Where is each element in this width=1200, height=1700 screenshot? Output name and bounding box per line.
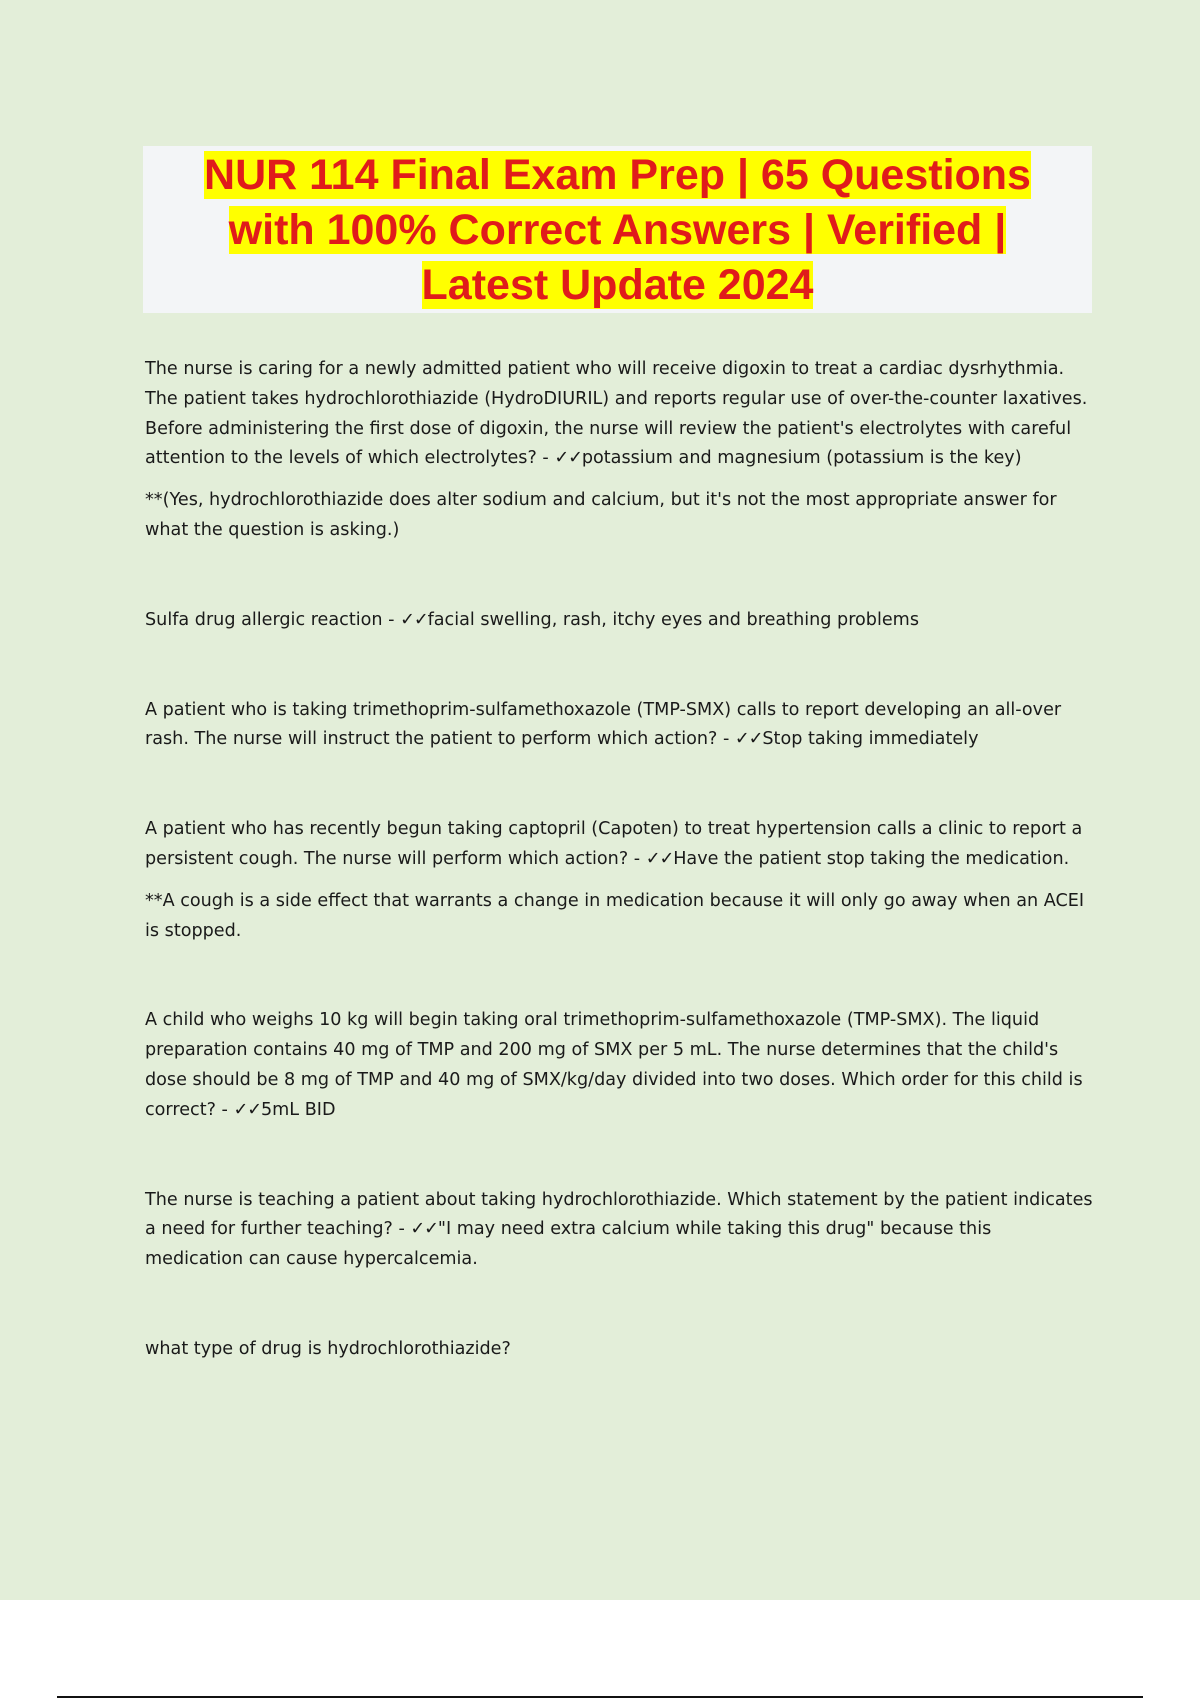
- double-check-icon: ✓✓: [554, 448, 582, 469]
- answer: Have the patient stop taking the medication.: [673, 848, 1070, 869]
- footer-divider: [57, 1696, 1143, 1698]
- qa-item: [145, 815, 1095, 946]
- document-title: [143, 146, 1092, 313]
- question-text: [145, 1335, 1095, 1365]
- answer-note: **(Yes, hydrochlorothiazide does alter sodium and calcium, but it's not the most appropriate answer for what the question is asking.): [145, 490, 1057, 540]
- question-text: [145, 696, 1095, 756]
- title-line-1: NUR 114 Final Exam Prep | 65 Questions: [204, 151, 1031, 199]
- question-text: [145, 815, 1095, 875]
- question: Sulfa drug allergic reaction -: [145, 609, 401, 630]
- qa-item: [145, 1335, 1095, 1365]
- double-check-icon: ✓✓: [233, 1099, 261, 1120]
- document-body: [145, 355, 1095, 1425]
- title-line-3: Latest Update 2024: [421, 261, 814, 309]
- question: A patient who has recently begun taking captopril (Capoten) to treat hypertension calls a clinic to report a persistent cough. The nurse will perform which action? -: [145, 819, 1083, 869]
- double-check-icon: ✓✓: [410, 1219, 438, 1240]
- double-check-icon: ✓✓: [645, 848, 674, 869]
- qa-item: [145, 1186, 1095, 1275]
- answer: potassium and magnesium (potassium is the key): [581, 448, 1022, 469]
- question-text: [145, 1186, 1095, 1275]
- answer-note: **A cough is a side effect that warrants a change in medication because it will only go away when an ACEI is stopped.: [145, 890, 1085, 941]
- question: what type of drug is hydrochlorothiazide?: [145, 1338, 511, 1359]
- question: The nurse is caring for a newly admitted patient who will receive digoxin to treat a cardiac dysrhythmia. The patient takes hydrochlorothiazide (HydroDIURIL) and reports regular use of over-the-counter laxatives. Before administering the first dose of digoxin, the nurse will review the patient's electrolytes with careful attention to the levels of which electrolytes? -: [145, 359, 1088, 469]
- qa-item: [145, 696, 1095, 756]
- question-text: [145, 1006, 1095, 1125]
- answer: "I may need extra calcium while taking this drug" because this medication can cause hypercalcemia.: [145, 1219, 992, 1270]
- question: A patient who is taking trimethoprim-sulfamethoxazole (TMP-SMX) calls to report developing an all-over rash. The nurse will instruct the patient to perform which action? -: [145, 699, 1062, 750]
- title-line-2: with 100% Correct Answers | Verified |: [228, 206, 1007, 254]
- question-text: [145, 606, 1095, 636]
- double-check-icon: ✓✓: [734, 729, 763, 750]
- qa-item: [145, 1006, 1095, 1125]
- question: A child who weighs 10 kg will begin taking oral trimethoprim-sulfamethoxazole (TMP-SMX). The liquid preparation contains 40 mg of TMP and 200 mg of SMX per 5 mL. The nurse determines that the child's dose should be 8 mg of TMP and 40 mg of SMX/kg/day divided into two doses. Which order for this child is correct? -: [145, 1010, 1083, 1120]
- title-box: [143, 146, 1092, 313]
- answer: facial swelling, rash, itchy eyes and breathing problems: [427, 609, 919, 630]
- answer: Stop taking immediately: [762, 729, 979, 750]
- qa-item: [145, 606, 1095, 636]
- answer: 5mL BID: [260, 1099, 336, 1120]
- question-text: [145, 355, 1095, 474]
- qa-item: [145, 355, 1095, 546]
- double-check-icon: ✓✓: [400, 609, 428, 630]
- question: The nurse is teaching a patient about taking hydrochlorothiazide. Which statement by the patient indicates a need for further teaching? -: [145, 1189, 1093, 1240]
